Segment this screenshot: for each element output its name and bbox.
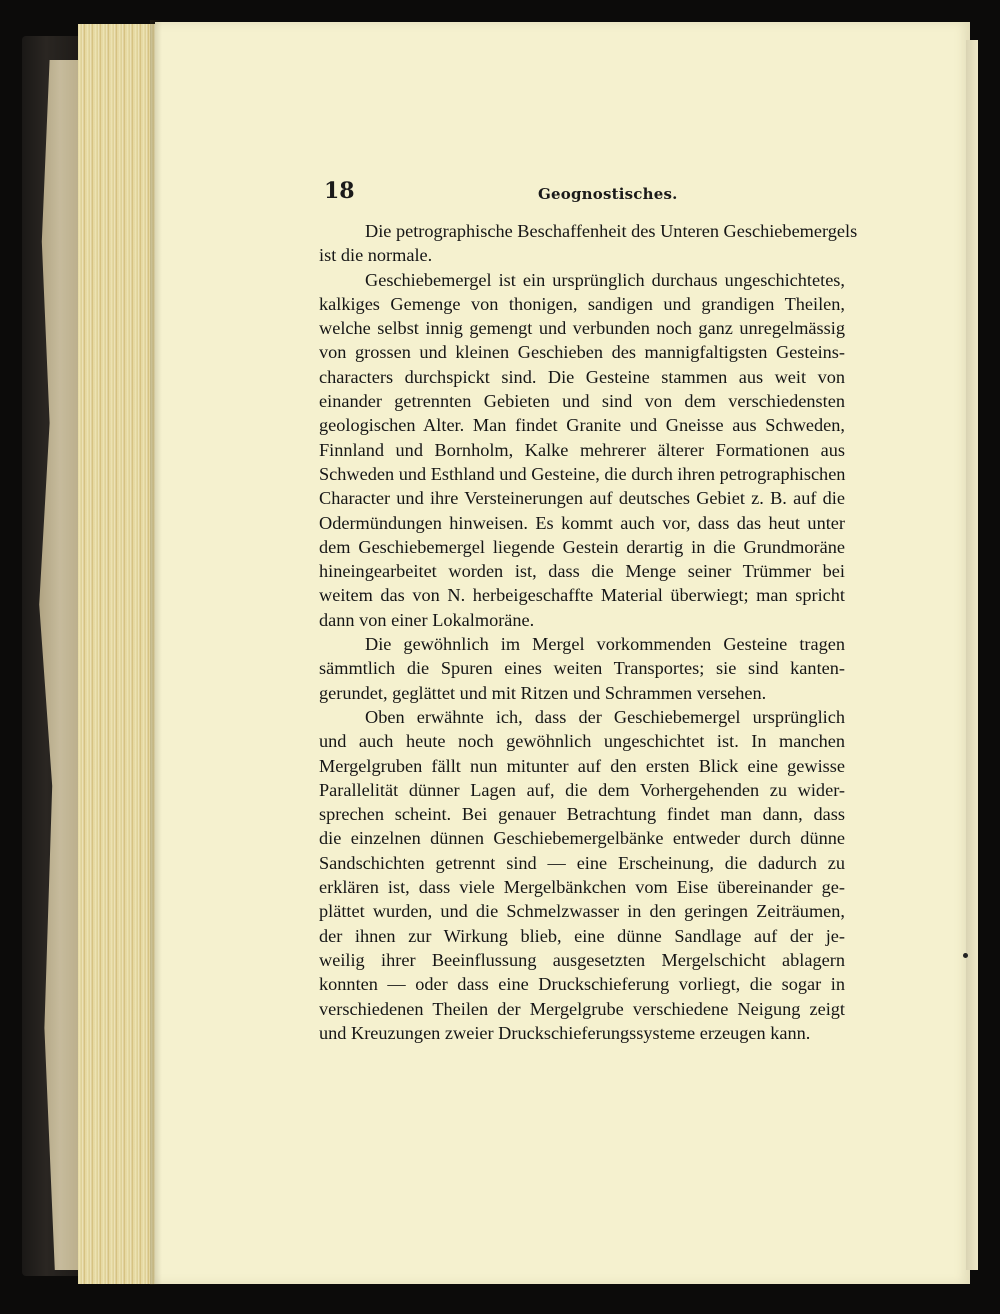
gutter-shadow bbox=[150, 20, 162, 1285]
paragraph-4-line: Parallelität dünner Lagen auf, die dem Vorhergehenden zu wider- bbox=[319, 779, 845, 800]
page-header bbox=[324, 178, 844, 208]
paragraph-2-line: einander getrennten Gebieten und sind von dem verschiedensten bbox=[319, 391, 845, 412]
paragraph-4-line: die einzelnen dünnen Geschiebemergelbänke entweder durch dünne bbox=[319, 828, 845, 849]
paragraph-2-line: Odermündungen hinweisen. Es kommt auch vor, dass das heut unter bbox=[319, 512, 845, 533]
paragraph-2-line: Schweden und Esthland und Gesteine, die durch ihren petrographischen bbox=[319, 463, 846, 484]
paragraph-3-line: Die gewöhnlich im Mergel vorkommenden Gesteine tragen bbox=[365, 634, 845, 655]
paragraph-2-line: hineingearbeitet worden ist, dass die Menge seiner Trümmer bei bbox=[319, 561, 845, 582]
paragraph-2-line: weitem das von N. herbeigeschaffte Material überwiegt; man spricht bbox=[319, 585, 845, 606]
paragraph-4-line: Sandschichten getrennt sind — eine Erscheinung, die dadurch zu bbox=[319, 852, 845, 873]
paragraph-2-line: Finnland und Bornholm, Kalke mehrerer älterer Formationen aus bbox=[319, 439, 845, 460]
paragraph-4-line: sprechen scheint. Bei genauer Betrachtung findet man dann, dass bbox=[319, 804, 845, 825]
page-right-edge bbox=[966, 40, 978, 1270]
paragraph-1-line: Die petrographische Beschaffenheit des Unteren Geschiebemergels bbox=[365, 221, 858, 241]
running-title: Geognostisches. bbox=[538, 185, 678, 203]
paragraph-4-line: Mergelgruben fällt nun mitunter auf den ersten Blick eine gewisse bbox=[319, 755, 845, 776]
paragraph-2-line: Character und ihre Versteinerungen auf deutsches Gebiet z. B. auf die bbox=[319, 488, 845, 509]
paragraph-4-line: erklären ist, dass viele Mergelbänkchen vom Eise übereinander ge- bbox=[319, 877, 845, 898]
paragraph-2-line: dem Geschiebemergel liegende Gestein derartig in die Grundmoräne bbox=[319, 536, 845, 557]
ink-speck bbox=[963, 953, 968, 958]
paragraph-4-line: der ihnen zur Wirkung blieb, eine dünne Sandlage auf der je- bbox=[319, 925, 845, 946]
paragraph-4-line: und Kreuzungen zweier Druckschieferungssysteme erzeugen kann. bbox=[319, 1022, 811, 1043]
paragraph-2-line: geologischen Alter. Man findet Granite und Gneisse aus Schweden, bbox=[319, 415, 845, 436]
paragraph-2-line: Geschiebemergel ist ein ursprünglich durchaus ungeschichtetes, bbox=[365, 269, 845, 290]
paragraph-2-line: characters durchspickt sind. Die Gesteine stammen aus weit von bbox=[319, 366, 845, 387]
paragraph-1-line: ist die normale. bbox=[319, 245, 433, 266]
paragraph-2-line: welche selbst innig gemengt und verbunden noch ganz unregelmässig bbox=[319, 318, 845, 339]
paragraph-2-line: kalkiges Gemenge von thonigen, sandigen und grandigen Theilen, bbox=[319, 293, 845, 314]
paragraph-2-line: von grossen und kleinen Geschieben des mannigfaltigsten Gesteins- bbox=[319, 342, 845, 363]
page-edges bbox=[78, 24, 158, 1284]
paragraph-4-line: verschiedenen Theilen der Mergelgrube verschiedene Neigung zeigt bbox=[319, 998, 845, 1019]
body-text bbox=[319, 219, 858, 1045]
paragraph-4-line: Oben erwähnte ich, dass der Geschiebemergel ursprünglich bbox=[365, 706, 845, 727]
paragraph-3-line: gerundet, geglättet und mit Ritzen und Schrammen versehen. bbox=[319, 682, 767, 703]
paragraph-4-line: konnten — oder dass eine Druckschieferung vorliegt, die sogar in bbox=[319, 974, 845, 995]
page-number: 18 bbox=[324, 178, 355, 204]
paragraph-2-line: dann von einer Lokalmoräne. bbox=[319, 609, 535, 630]
paragraph-3-line: sämmtlich die Spuren eines weiten Transportes; sie sind kanten- bbox=[319, 658, 845, 679]
paragraph-4-line: und auch heute noch gewöhnlich ungeschichtet ist. In manchen bbox=[319, 731, 845, 752]
paragraph-4-line: plättet wurden, und die Schmelzwasser in den geringen Zeiträumen, bbox=[319, 901, 845, 922]
paragraph-4-line: weilig ihrer Beeinflussung ausgesetzten Mergelschicht ablagern bbox=[319, 949, 845, 970]
